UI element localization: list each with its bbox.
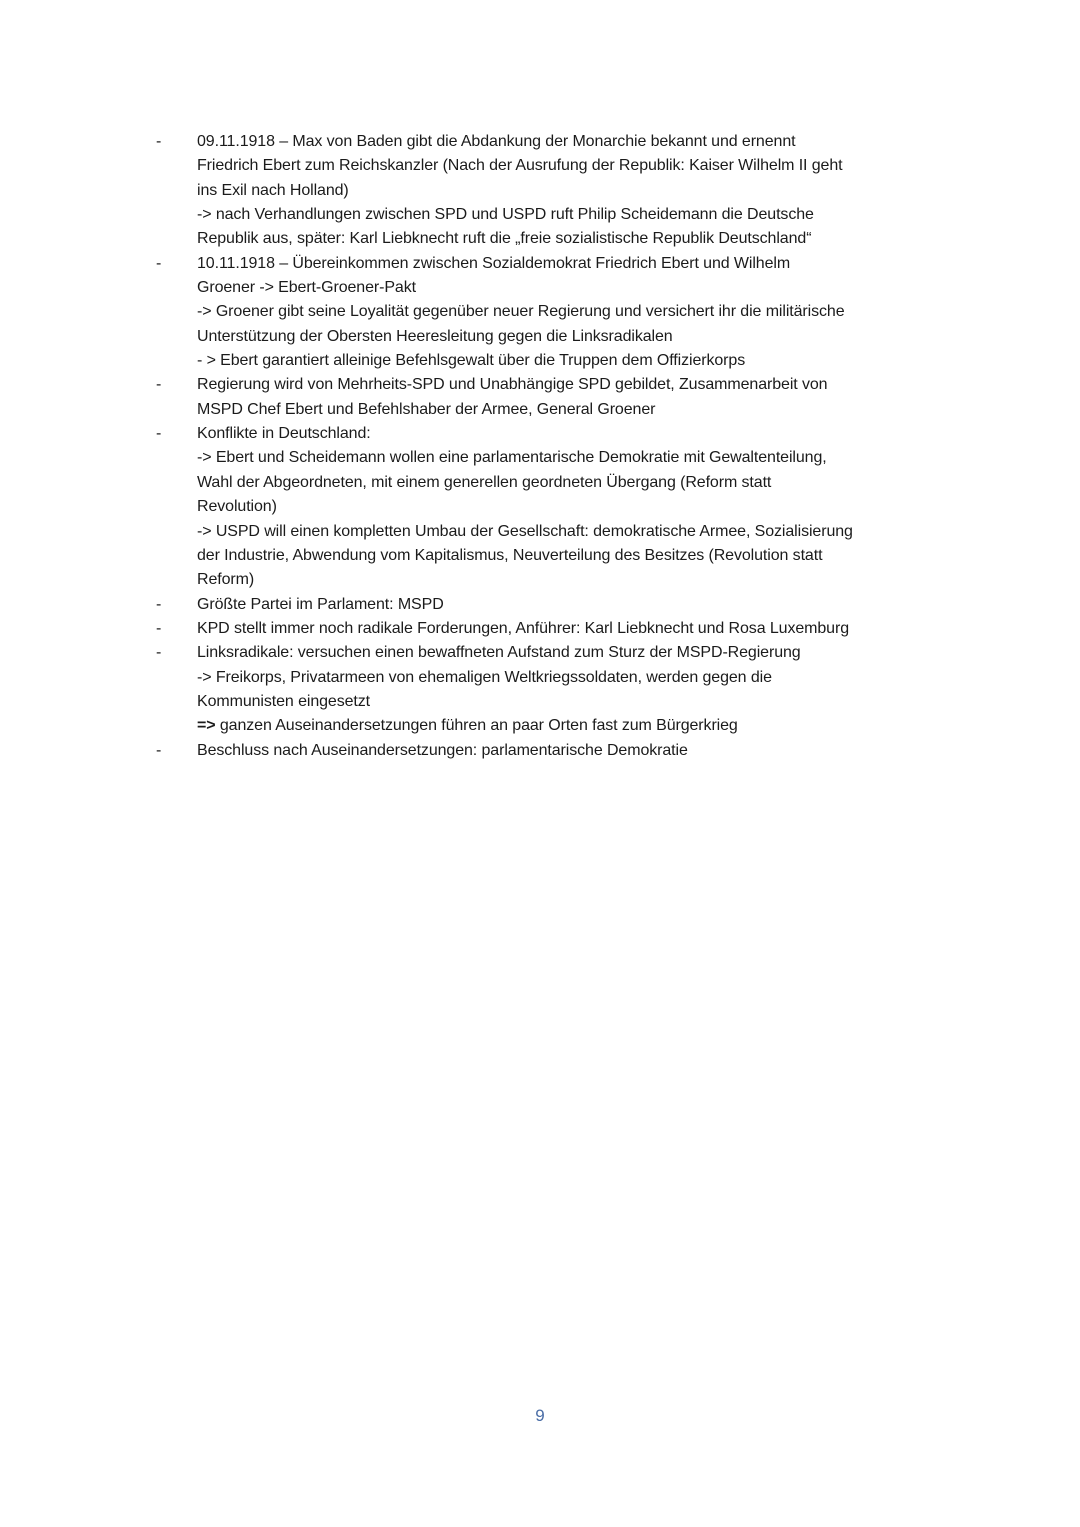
bullet-item bbox=[156, 593, 966, 617]
bullet-text: Linksradikale: versuchen einen bewaffneten Aufstand zum Sturz der MSPD-Regierung -> Freikorps, Privatarmeen von ehemaligen Weltkriegssoldaten, werden gegen die Kommunisten eingesetzt => ganzen Auseinandersetzungen führen an paar Orten fast zum Bürgerkrieg bbox=[197, 644, 801, 735]
arrow-emphasis: => bbox=[197, 717, 216, 735]
bullet-marker: - bbox=[156, 254, 162, 272]
bullet-marker: - bbox=[156, 644, 162, 662]
bullet-item bbox=[156, 422, 966, 592]
bullet-item bbox=[156, 252, 966, 374]
bullet-marker: - bbox=[156, 595, 162, 613]
bullet-marker: - bbox=[156, 376, 162, 394]
bullet-marker: - bbox=[156, 741, 162, 759]
bullet-text: Beschluss nach Auseinandersetzungen: parlamentarische Demokratie bbox=[197, 741, 688, 759]
page-footer bbox=[0, 1406, 1080, 1426]
bullet-text: Konflikte in Deutschland: -> Ebert und Scheidemann wollen eine parlamentarische Demokratie mit Gewaltenteilung, Wahl der Abgeordneten, mit einem generellen geordneten Übergang (Reform statt Revolution) -> USPD will einen kompletten Umbau der Gesellschaft: demokratische Armee, Sozialisierung der Industrie, Abwendung vom Kapitalismus, Neuverteilung des Besitzes (Revolution statt Reform) bbox=[197, 425, 853, 589]
bullet-item bbox=[156, 130, 966, 252]
bullet-marker: - bbox=[156, 133, 162, 150]
bullet-text: Größte Partei im Parlament: MSPD bbox=[197, 595, 444, 613]
bullet-item bbox=[156, 641, 966, 738]
bullet-item bbox=[156, 617, 966, 641]
bullet-text: 10.11.1918 – Übereinkommen zwischen Sozialdemokrat Friedrich Ebert und Wilhelm Groener -> Ebert-Groener-Pakt -> Groener gibt seine Loyalität gegenüber neuer Regierung und versichert ihr die militärische Unterstützung der Obersten Heeresleitung gegen die Linksradikalen - > Ebert garantiert alleinige Befehlsgewalt über die Truppen dem Offizierkorps bbox=[197, 254, 845, 370]
bullet-item bbox=[156, 739, 966, 763]
bullet-text: 09.11.1918 – Max von Baden gibt die Abdankung der Monarchie bekannt und ernennt Friedrich Ebert zum Reichskanzler (Nach der Ausrufung der Republik: Kaiser Wilhelm II geht ins Exil nach Holland) -> nach Verhandlungen zwischen SPD und USPD ruft Philip Scheidemann die Deutsche Republik aus, später: Karl Liebknecht ruft die „freie sozialistische Republik Deutschland“ bbox=[197, 133, 843, 248]
bullet-marker: - bbox=[156, 425, 162, 443]
bullet-text: KPD stellt immer noch radikale Forderungen, Anführer: Karl Liebknecht und Rosa Luxemburg bbox=[197, 619, 849, 637]
bullet-item bbox=[156, 373, 966, 422]
page-number: 9 bbox=[535, 1406, 545, 1425]
bullet-list bbox=[156, 130, 966, 763]
bullet-marker: - bbox=[156, 619, 162, 637]
bullet-text: Regierung wird von Mehrheits-SPD und Unabhängige SPD gebildet, Zusammenarbeit von MSPD Chef Ebert und Befehlshaber der Armee, General Groener bbox=[197, 376, 828, 418]
